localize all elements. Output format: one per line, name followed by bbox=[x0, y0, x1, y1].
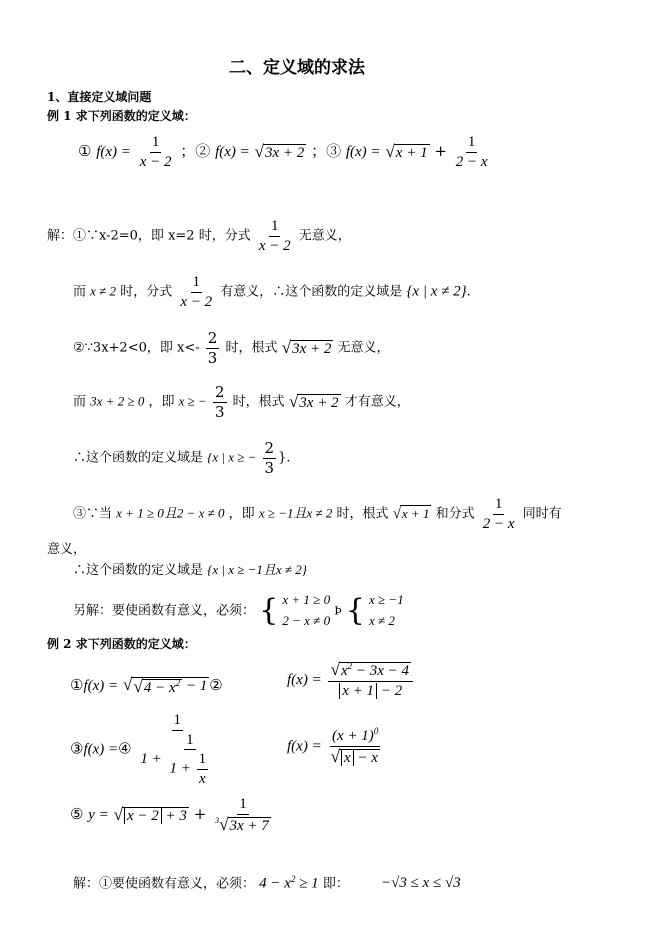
solution-line-1 bbox=[47, 218, 351, 254]
item-marker: ④ bbox=[118, 739, 132, 758]
cube-root: √3x + 7 bbox=[219, 814, 269, 834]
fraction bbox=[481, 496, 517, 532]
denominator: x − 2 bbox=[139, 153, 172, 170]
domain-set: {x | x ≠ 2} bbox=[406, 283, 467, 300]
denominator: x bbox=[199, 770, 206, 787]
text: + 3 bbox=[161, 808, 187, 825]
inequality-system bbox=[282, 590, 330, 632]
text: 1 + bbox=[169, 760, 195, 777]
math: 3x + 2 ≥ 0 bbox=[90, 393, 145, 409]
square-root: $√x^2 - 3x - 4$ bbox=[330, 660, 410, 679]
radicand: x bbox=[340, 663, 348, 679]
function-label: f(x) = bbox=[83, 741, 119, 758]
numerator: 1 bbox=[237, 796, 249, 815]
example2-item-3 bbox=[70, 712, 218, 787]
radicand: x + 1 bbox=[395, 145, 428, 161]
absolute-value: x + 1 bbox=[339, 683, 377, 699]
item-marker: ③ bbox=[70, 739, 84, 758]
fraction bbox=[328, 661, 413, 699]
text: − 2 bbox=[377, 682, 403, 699]
fraction bbox=[454, 134, 490, 170]
radicand: 3x + 2 bbox=[299, 395, 339, 411]
left-brace: { bbox=[259, 592, 279, 628]
fraction bbox=[138, 134, 174, 170]
root-index: 3 bbox=[215, 815, 220, 825]
example1-formulas bbox=[78, 134, 492, 170]
domain-set: {x | x ≥ −1且x ≠ 2} bbox=[207, 562, 307, 577]
numerator: 1 bbox=[493, 496, 505, 515]
square-root: √3x + 2 bbox=[281, 338, 332, 357]
radicand: x + 1 bbox=[401, 505, 430, 521]
numerator: 1 bbox=[150, 134, 162, 153]
function-label: f(x) = bbox=[287, 738, 322, 755]
square-root: √3x + 2 bbox=[288, 392, 339, 411]
text: 解：①∵x-2=0，即 x=2 时，分式 bbox=[47, 228, 251, 244]
fraction bbox=[168, 732, 213, 788]
square-root: √x + 1 bbox=[385, 142, 428, 161]
alternative-solution bbox=[73, 590, 404, 632]
example1-header: 例 1 求下列函数的定义域： bbox=[47, 109, 196, 123]
numerator: 1 bbox=[184, 732, 196, 751]
square-root: √ x − x bbox=[330, 746, 378, 766]
function-label: f(x) = bbox=[215, 144, 250, 160]
text: 无意义， bbox=[337, 340, 390, 356]
denominator: 2 − x bbox=[455, 153, 488, 170]
solution-line-2 bbox=[73, 274, 471, 310]
example2-header: 例 2 求下列函数的定义域： bbox=[47, 637, 196, 651]
numerator: 2 bbox=[214, 383, 225, 401]
denominator: 3 bbox=[214, 402, 225, 421]
example2-item-1 bbox=[70, 676, 223, 696]
text: 解：①要使函数有意义，必须： bbox=[73, 876, 256, 892]
absolute-value: x bbox=[341, 750, 354, 766]
inequality: x ≠ 2 bbox=[369, 612, 395, 628]
example2-item-2 bbox=[287, 661, 415, 699]
square-root: √3x + 2 bbox=[254, 142, 305, 161]
text: }. bbox=[278, 450, 291, 466]
item-marker: ① bbox=[78, 142, 92, 160]
text: . bbox=[466, 284, 471, 300]
text: 同时有 bbox=[522, 506, 562, 522]
text: ∴这个函数的定义域是 bbox=[73, 563, 204, 578]
fraction bbox=[206, 330, 220, 366]
numerator: 1 bbox=[172, 712, 184, 731]
numerator: 1 bbox=[466, 134, 478, 153]
exponent: 2 bbox=[175, 677, 181, 688]
math: 4 − x bbox=[259, 875, 291, 892]
function-label: f(x) = bbox=[345, 144, 381, 160]
fraction bbox=[138, 712, 216, 787]
math: x ≥ − bbox=[178, 393, 207, 409]
function-label: f(x) = bbox=[287, 672, 322, 689]
numerator: 1 bbox=[269, 218, 281, 237]
function-label: f(x) = bbox=[96, 144, 131, 160]
text: 即： bbox=[322, 876, 349, 892]
exponent: 0 bbox=[373, 726, 379, 736]
math: −√3 ≤ x ≤ √3 bbox=[380, 875, 461, 892]
fraction bbox=[213, 384, 227, 420]
function-label: y = bbox=[88, 807, 109, 824]
text: ②∵3x+2<0，即 x<- bbox=[73, 340, 200, 356]
item-marker: ；② bbox=[180, 142, 211, 160]
square-root: $√√4 - x^2 - 1$ bbox=[122, 675, 208, 696]
text: − x bbox=[353, 749, 378, 766]
item-marker: ② bbox=[209, 675, 223, 694]
solution-line-7: 意义， bbox=[47, 542, 87, 557]
numerator: 2 bbox=[264, 439, 275, 457]
solution-line-8 bbox=[73, 563, 307, 577]
radicand: 3x + 7 bbox=[229, 817, 269, 834]
square-root: √ x − 2 + 3 bbox=[113, 805, 187, 825]
text: 和分式 bbox=[435, 506, 475, 522]
solution-line-5 bbox=[73, 440, 290, 476]
denominator: 2 − x bbox=[482, 515, 515, 532]
function-label: f(x) = bbox=[83, 677, 119, 694]
solution-line-4 bbox=[73, 384, 410, 420]
math: x + 1 ≥ 0且2 − x ≠ 0 bbox=[116, 505, 225, 521]
radicand: 3x + 2 bbox=[265, 145, 305, 161]
fraction bbox=[197, 751, 209, 787]
math: ≥ 1 bbox=[295, 875, 319, 892]
solution-line-3 bbox=[73, 330, 390, 366]
domain-set: {x | x ≥ − bbox=[207, 449, 257, 465]
text: − 3x − 4 bbox=[352, 663, 410, 679]
section-heading: 1、直接定义域问题 bbox=[47, 90, 152, 104]
denominator: x − 2 bbox=[258, 237, 291, 254]
fraction bbox=[263, 440, 277, 476]
inequality: x + 1 ≥ 0 bbox=[282, 592, 331, 607]
radicand: 4 − x bbox=[143, 679, 176, 696]
text: ③∵当 bbox=[73, 506, 113, 522]
denominator: x − 2 bbox=[180, 293, 213, 310]
square-root: $√4 - x^2$ bbox=[133, 676, 181, 696]
fraction bbox=[328, 727, 381, 766]
numerator: 2 bbox=[207, 329, 218, 347]
text: (x + 1) bbox=[332, 728, 374, 744]
text: 时，根式 bbox=[232, 394, 285, 410]
text: ，即 bbox=[228, 506, 255, 522]
math: x ≥ −1且x ≠ 2 bbox=[258, 505, 333, 521]
text: 另解：要使函数有意义，必须： bbox=[73, 603, 256, 619]
absolute-value: x − 2 bbox=[124, 808, 162, 824]
text: ，即 bbox=[148, 394, 175, 410]
text: − 1 bbox=[182, 678, 208, 694]
inequality: x ≥ −1 bbox=[369, 592, 404, 607]
text: 时，根式 bbox=[336, 506, 389, 522]
exponent: 2 bbox=[347, 661, 353, 671]
text: 时，分式 bbox=[120, 284, 173, 300]
text: 1 + bbox=[140, 750, 166, 767]
example2-item-4 bbox=[287, 727, 384, 766]
fraction bbox=[178, 274, 214, 310]
text: 有意义，∴这个函数的定义域是 bbox=[220, 284, 403, 300]
fraction bbox=[213, 796, 273, 834]
text: 而 bbox=[73, 284, 87, 300]
plus-sign: + bbox=[434, 142, 447, 160]
exponent: 2 bbox=[290, 874, 296, 884]
text: 无意义， bbox=[298, 228, 351, 244]
numerator: 1 bbox=[197, 751, 209, 770]
left-brace: { bbox=[345, 592, 365, 628]
radicand: 3x + 2 bbox=[292, 341, 332, 357]
item-marker: ；③ bbox=[311, 142, 342, 160]
inequality-system bbox=[369, 590, 404, 632]
solution2-line bbox=[73, 875, 461, 891]
math: x ≠ 2 bbox=[90, 283, 117, 299]
inequality: 2 − x ≠ 0 bbox=[282, 612, 331, 628]
denominator: 3 bbox=[264, 458, 275, 477]
denominator: 3 bbox=[207, 348, 218, 367]
implies-symbol: Þ bbox=[334, 604, 342, 618]
text: 才有意义， bbox=[344, 394, 410, 410]
page-title: 二、定义域的求法 bbox=[229, 58, 365, 78]
plus-sign: + bbox=[193, 805, 207, 824]
fraction bbox=[257, 218, 293, 254]
square-root: √x + 1 bbox=[392, 505, 430, 522]
item-marker: ⑤ bbox=[70, 805, 84, 824]
solution-line-6 bbox=[73, 496, 562, 532]
text: 时，根式 bbox=[225, 340, 278, 356]
text: ∴这个函数的定义域是 bbox=[73, 450, 204, 466]
item-marker: ① bbox=[70, 675, 84, 694]
numerator: 1 bbox=[191, 274, 203, 293]
text: 而 bbox=[73, 394, 87, 410]
example2-item-5 bbox=[70, 796, 275, 834]
